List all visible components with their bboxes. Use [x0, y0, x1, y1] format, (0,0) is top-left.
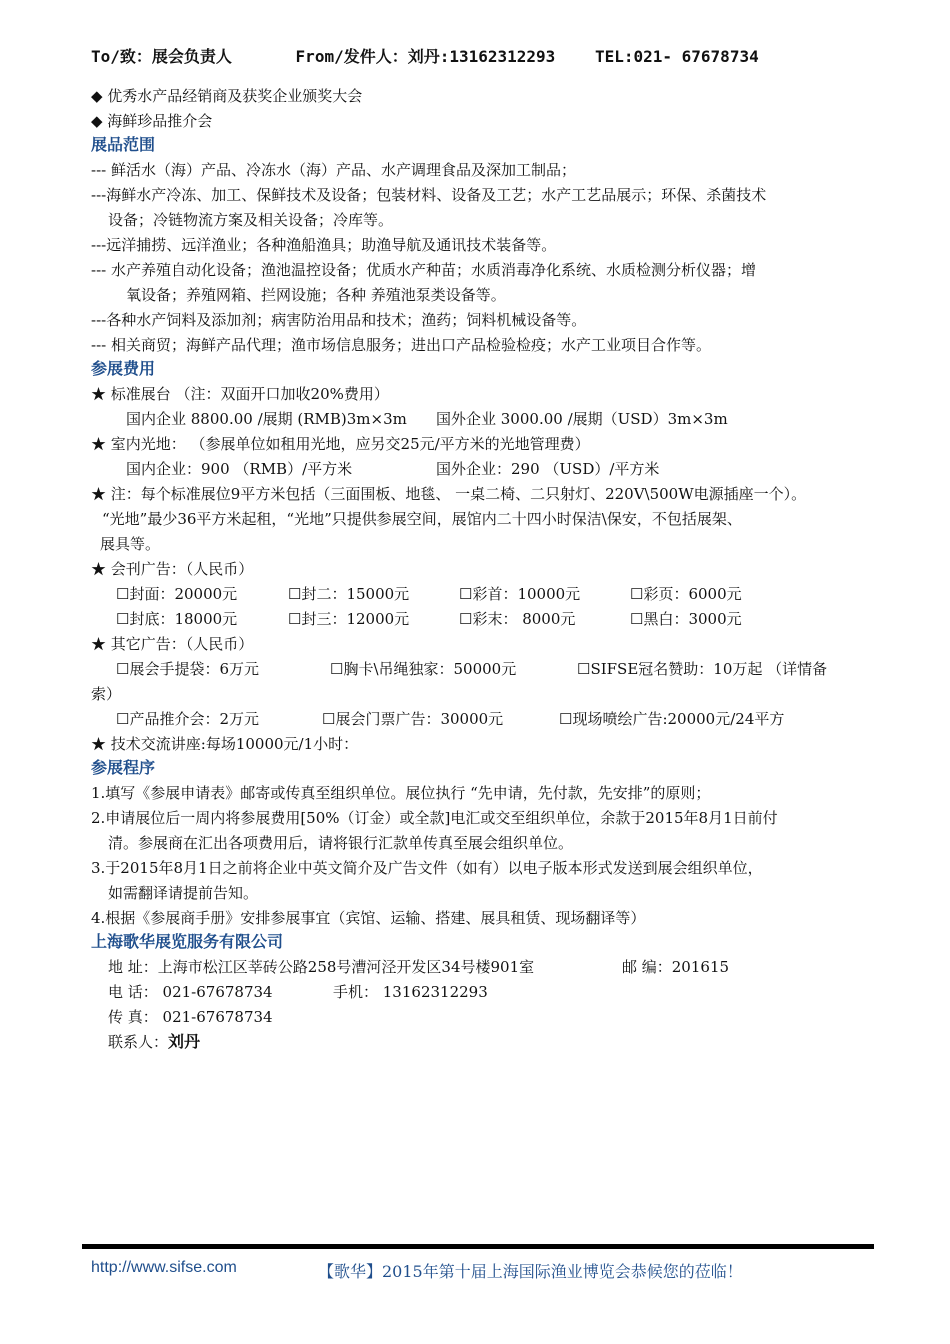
- event-item: ◆ 优秀水产品经销商及获奖企业颁奖大会: [91, 87, 363, 105]
- journal-ads-title: ★ 会刊广告：（人民币）: [91, 560, 254, 578]
- seminar-fee: ★ 技术交流讲座:每场10000元/1小时：: [91, 735, 359, 753]
- ad-option: ☐封面：20000元: [116, 585, 238, 603]
- standard-booth-foreign: 国外企业 3000.00 /展期（USD）3m×3m: [436, 410, 728, 428]
- raw-space-domestic: 国内企业：900 （RMB）/平方米: [126, 460, 353, 478]
- footer-divider: [82, 1244, 874, 1249]
- company-contact: [108, 1032, 200, 1052]
- event-item: ◆ 海鲜珍品推介会: [91, 112, 213, 130]
- procedure-step: 2.申请展位后一周内将参展费用[50%（订金）或全款]电汇或交至组织单位，余款于2015年8月1日前付: [91, 809, 778, 827]
- other-ads-continuation: 索）: [91, 685, 122, 703]
- contact-name: 刘丹: [168, 1032, 201, 1051]
- header-tel: TEL:021- 67678734: [594, 47, 759, 66]
- procedure-step: 清。参展商在汇出各项费用后，请将银行汇款单传真至展会组织单位。: [108, 834, 574, 852]
- scope-line: --- 相关商贸；海鲜产品代理；渔市场信息服务；进出口产品检验检疫；水产工业项目合作等。: [91, 336, 711, 354]
- raw-space: ★ 室内光地： （参展单位如租用光地，应另交25元/平方米的光地管理费）: [91, 435, 590, 453]
- ad-option: ☐SIFSE冠名赞助：10万起 （详情备: [577, 660, 828, 678]
- booth-note: 展具等。: [100, 535, 161, 553]
- ad-option: ☐展会手提袋：6万元: [116, 660, 259, 678]
- contact-label: 联系人：: [108, 1033, 169, 1051]
- footer-slogan: 【歌华】2015年第十届上海国际渔业博览会恭候您的莅临！: [318, 1262, 743, 1281]
- scope-line: ---海鲜水产冷冻、加工、保鲜技术及设备；包装材料、设备及工艺；水产工艺品展示；环保、杀菌技术: [91, 186, 767, 204]
- header-from: From/发件人：刘丹:13162312293: [295, 47, 556, 66]
- procedure-step: 4.根据《参展商手册》安排参展事宜（宾馆、运输、搭建、展具租赁、现场翻译等）: [91, 909, 646, 927]
- ad-option: ☐封底：18000元: [116, 610, 238, 628]
- scope-line: --- 鲜活水（海）产品、冷冻水（海）产品、水产调理食品及深加工制品；: [91, 161, 576, 179]
- ad-option: ☐现场喷绘广告:20000元/24平方: [559, 710, 785, 728]
- section-heading-procedure: 参展程序: [91, 758, 156, 777]
- company-name: 上海歌华展览服务有限公司: [91, 932, 284, 951]
- scope-line: --- 水产养殖自动化设备；渔池温控设备；优质水产种苗；水质消毒净化系统、水质检测分析仪器；增: [91, 261, 756, 279]
- ad-option: ☐封三：12000元: [288, 610, 410, 628]
- booth-note: “光地”最少36平方米起租，“光地”只提供参展空间，展馆内二十四小时保洁\保安，不包括展架、: [102, 510, 742, 528]
- footer-website-link[interactable]: http://www.sifse.com: [91, 1259, 237, 1276]
- ad-option: ☐胸卡\吊绳独家：50000元: [330, 660, 517, 678]
- procedure-step: 如需翻译请提前告知。: [108, 884, 259, 902]
- ad-option: ☐封二：15000元: [288, 585, 410, 603]
- company-postcode: 邮 编：201615: [622, 958, 730, 976]
- ad-option: ☐彩页：6000元: [630, 585, 742, 603]
- scope-line: ---远洋捕捞、远洋渔业；各种渔船渔具；助渔导航及通讯技术装备等。: [91, 236, 557, 254]
- standard-booth: ★ 标准展台 （注：双面开口加收20%费用）: [91, 385, 389, 403]
- header-to: To/致：展会负责人: [91, 47, 232, 66]
- standard-booth-domestic: 国内企业 8800.00 /展期 (RMB)3m×3m: [126, 410, 407, 428]
- ad-option: ☐彩首：10000元: [459, 585, 581, 603]
- raw-space-foreign: 国外企业：290 （USD）/平方米: [436, 460, 660, 478]
- ad-option: ☐彩末： 8000元: [459, 610, 576, 628]
- procedure-step: 1.填写《参展申请表》邮寄或传真至组织单位。展位执行 “先申请，先付款，先安排”的原则；: [91, 784, 711, 802]
- scope-line: 设备；冷链物流方案及相关设备；冷库等。: [108, 211, 394, 229]
- ad-option: ☐黑白：3000元: [630, 610, 742, 628]
- scope-line: ---各种水产饲料及添加剂；病害防治用品和技术；渔药；饲料机械设备等。: [91, 311, 587, 329]
- other-ads-title: ★ 其它广告：（人民币）: [91, 635, 254, 653]
- section-heading-scope: 展品范围: [91, 135, 156, 154]
- company-mobile: 手机： 13162312293: [333, 983, 488, 1001]
- company-fax: 传 真： 021-67678734: [108, 1008, 273, 1026]
- ad-option: ☐产品推介会：2万元: [116, 710, 259, 728]
- procedure-step: 3.于2015年8月1日之前将企业中英文简介及广告文件（如有）以电子版本形式发送到展会组织单位，: [91, 859, 763, 877]
- company-phone: 电 话： 021-67678734: [108, 983, 273, 1001]
- section-heading-fees: 参展费用: [91, 359, 156, 378]
- ad-option: ☐展会门票广告：30000元: [322, 710, 504, 728]
- fax-header: [91, 47, 759, 67]
- booth-note: ★ 注：每个标准展位9平方米包括（三面围板、地毯、 一桌二椅、二只射灯、220V\500W电源插座一个）。: [91, 485, 807, 503]
- company-address: 地 址：上海市松江区莘砖公路258号漕河泾开发区34号楼901室: [108, 958, 535, 976]
- scope-line: 氧设备；养殖网箱、拦网设施；各种 养殖池泵类设备等。: [126, 286, 506, 304]
